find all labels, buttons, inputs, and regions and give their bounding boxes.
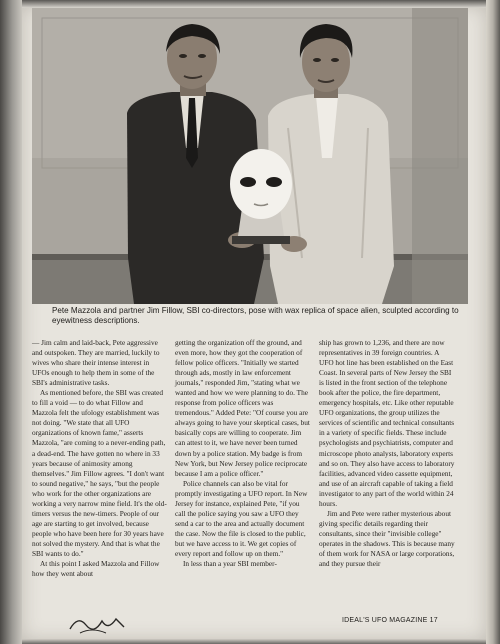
photo-two-men-with-alien-bust [32,8,468,304]
page-footer: IDEAL'S UFO MAGAZINE 17 [342,617,438,624]
article-column-3 [319,338,455,569]
magazine-page [22,6,486,640]
paragraph: — Jim calm and laid-back, Pete aggressive and outspoken. They are married, luckily to wives who share their intense interest in UFOs enough to help them in some of the SBI's administrative tasks. [32,338,160,388]
article-column-2 [175,338,311,569]
paragraph: ship has grown to 1,236, and there are now representatives in 39 foreign countries. A UFO hot line has been established on the East Coast. In several parts of New Jersey the SBI is listed in the front section of the telephone book after the police, the fire department, emergency hospitals, etc. Like other reputable UFO organizations, the group utilizes the services of scientific and technical consultants in a variety of specific fields. These include psychologists and psychiatrists, computer and microscope photo analysts, laboratory experts and so on. They also have access to laboratory facilities, advanced video cassette equipment, and use of an aircraft capable of taking a field investigator to any part of the world within 24 hours. [319,338,455,508]
photo-caption: Pete Mazzola and partner Jim Fillow, SBI co-directors, pose with wax replica of space alien, sculpted according to eyewitness descriptions. [52,306,459,325]
scan-left-edge [0,0,22,644]
scan-bottom-edge [22,639,486,644]
paragraph: At this point I asked Mazzola and Fillow how they went about [32,559,160,579]
paragraph: As mentioned before, the SBI was created to fill a void — to do what Fillow and Mazzola felt the ufology establishment was not doing. "We state that all UFO organizations of known fame," asserts Mazzola, "are coming to a never-ending path, a dead-end. The have gotten no where in 33 years because of animosity among themselves." Jim Fillow agrees. "I don't want to sound negative," he says, "but the people who work for the other organizations are working a very narrow mine field. It's the old-timers versus the new-timers. People of our age are starting to get involved, because people who have been here for 30 years have not solved the mystery. And that is what the SBI wants to do." [32,388,167,558]
paragraph: Jim and Pete were rather mysterious about giving specific details regarding their consultants, since their "invisible college" operates in the shadows. This is because many of them work for NASA or large corporations, and they pursue their [319,508,455,569]
scan-right-edge [486,0,500,644]
article-column-1 [32,338,168,579]
scan-top-edge [22,0,486,8]
paragraph: Police channels can also be vital for promptly investigating a UFO report. In New Jersey for instance, explained Pete, "if you call the police saying you saw a UFO they send a car to the area and actually document the case. Now the file is closed to the public, but we have access to it. We get copies of every report and follow up on them." [175,478,308,558]
paragraph: In less than a year SBI member- [183,559,277,569]
handwritten-scribble [68,609,128,637]
paragraph: getting the organization off the ground, and even more, how they got the cooperation of fellow police officers. "Initially we started through ads, mostly in law enforcement journals," responded Jim, "stating what we wanted and how we were planning to do. The response from police officers was tremendous." Added Pete: "Of course you are always going to have your skeptical cases, but basically cops are willing to cooperate. Jim can attest to it, we have never been turned down by a police station. My badge is from New York, but New Jersey police reciprocate because I am a police officer." [175,338,310,478]
